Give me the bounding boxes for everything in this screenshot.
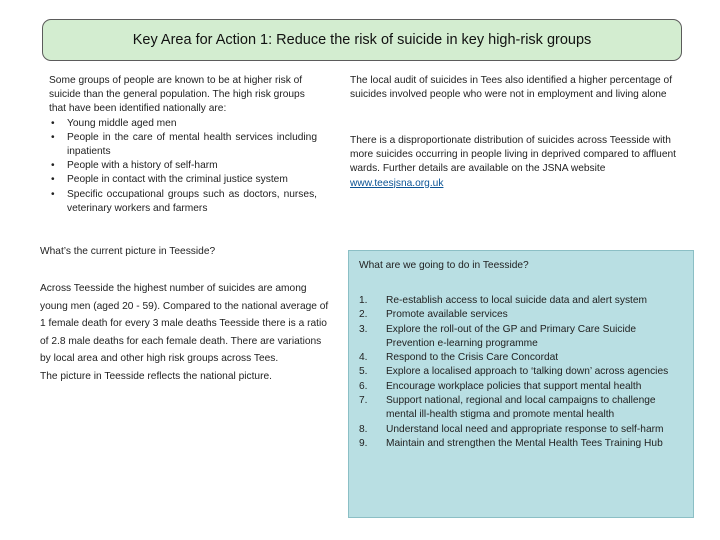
action-number: 2. xyxy=(359,309,368,321)
list-item-text: People in contact with the criminal justice system xyxy=(67,174,288,186)
bullet-icon: • xyxy=(51,174,55,186)
actions-list xyxy=(359,294,679,451)
audit-text-deprivation xyxy=(350,134,682,191)
current-picture-paragraph: Across Teesside the highest number of suicides are among young men (aged 20 - 59). Compared to the national average of 1 female death for every 3 male deaths Teesside there is a ratio of 2.8 male deaths for each female death. There are variations by local area and other high risk groups across Tees. xyxy=(40,283,329,365)
action-item xyxy=(359,365,679,379)
action-text: Explore the roll-out of the GP and Primary Care Suicide Prevention e-learning programme xyxy=(386,323,637,349)
action-text: Re-establish access to local suicide data and alert system xyxy=(386,295,648,306)
actions-panel xyxy=(348,250,694,518)
action-number: 8. xyxy=(359,423,368,435)
action-text: Respond to the Crisis Care Concordat xyxy=(386,352,559,364)
action-text: Explore a localised approach to ‘talking down’ across agencies xyxy=(386,366,669,378)
action-item xyxy=(359,437,679,451)
current-picture-section xyxy=(40,280,332,386)
list-item xyxy=(49,117,317,131)
list-item-text: Young middle aged men xyxy=(67,117,177,129)
audit-paragraph-deprivation xyxy=(350,134,682,191)
page-title-banner xyxy=(42,19,682,61)
page-title: Key Area for Action 1: Reduce the risk of suicide in key high-risk groups xyxy=(132,32,592,48)
action-text: Support national, regional and local campaigns to challenge mental ill-health stigma and promote mental health xyxy=(386,395,656,421)
audit-text-employment: The local audit of suicides in Tees also identified a higher percentage of suicides involved people who were not in employment and living alone xyxy=(350,75,673,101)
action-text: Maintain and strengthen the Mental Health Tees Training Hub xyxy=(386,437,663,449)
bullet-icon: • xyxy=(51,131,55,143)
action-number: 5. xyxy=(359,366,368,378)
list-item-text: Specific occupational groups such as doctors, nurses, veterinary workers and farmers xyxy=(67,188,317,214)
action-number: 4. xyxy=(359,352,368,364)
action-item xyxy=(359,394,679,423)
jsna-website-link[interactable]: www.teesjsna.org.uk xyxy=(350,177,444,189)
actions-heading: What are we going to do in Teesside? xyxy=(359,260,529,271)
list-item-text: People in the care of mental health services including inpatients xyxy=(67,131,317,158)
list-item xyxy=(49,131,317,159)
intro-paragraph: Some groups of people are known to be at higher risk of suicide than the general population. The high risk groups that have been identified nationally are: xyxy=(49,75,305,115)
action-text: Encourage workplace policies that support mental health xyxy=(386,380,642,392)
action-item xyxy=(359,323,679,352)
action-number: 3. xyxy=(359,323,368,335)
list-item-text: People with a history of self-harm xyxy=(67,160,218,172)
action-item xyxy=(359,380,679,394)
action-number: 9. xyxy=(359,437,368,449)
action-number: 1. xyxy=(359,295,368,306)
list-item xyxy=(49,188,317,216)
action-item xyxy=(359,351,679,365)
action-text: Understand local need and appropriate response to self-harm xyxy=(386,423,664,435)
list-item xyxy=(49,159,317,173)
action-item xyxy=(359,423,679,437)
bullet-icon: • xyxy=(51,117,55,129)
action-number: 7. xyxy=(359,395,368,407)
action-number: 6. xyxy=(359,380,368,392)
current-picture-heading: What’s the current picture in Teesside? xyxy=(40,246,216,257)
action-item xyxy=(359,294,679,308)
high-risk-groups-section xyxy=(49,74,317,216)
audit-text-body: There is a disproportionate distribution of suicides across Teesside with more suicides occurring in people living in deprived compared to affluent wards. Further details are available on the JSNA website xyxy=(350,135,676,175)
bullet-icon: • xyxy=(51,188,55,200)
audit-paragraph-employment xyxy=(350,74,682,102)
action-item xyxy=(359,308,679,322)
list-item xyxy=(49,173,317,187)
high-risk-groups-list xyxy=(49,117,317,216)
bullet-icon: • xyxy=(51,160,55,172)
action-text: Promote available services xyxy=(386,309,508,321)
current-picture-summary: The picture in Teesside reflects the national picture. xyxy=(40,370,272,382)
